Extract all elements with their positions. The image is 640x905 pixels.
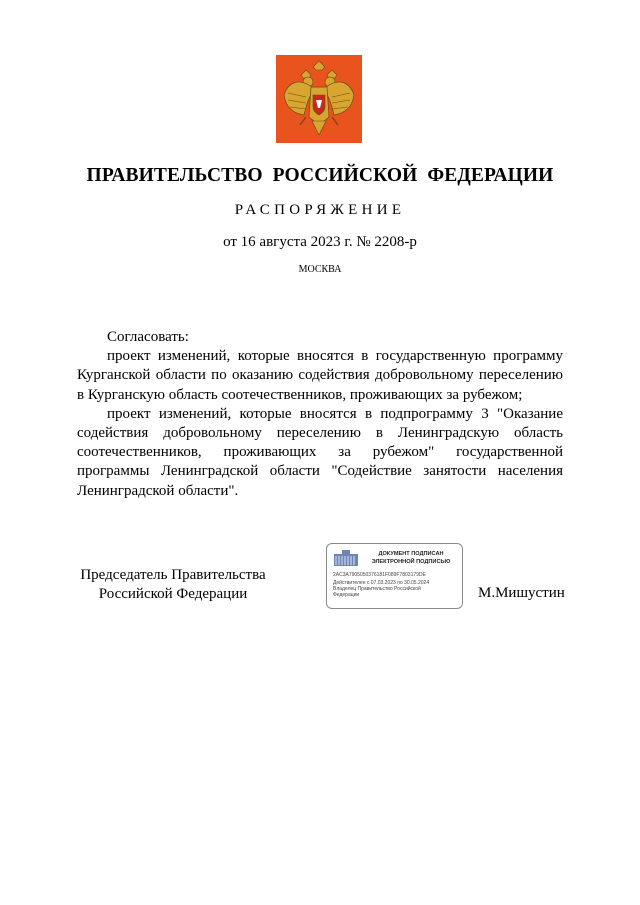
stamp-validity: Действителен с 07.03.2023 по 30.05.2024 [333,580,430,586]
body-paragraph: проект изменений, которые вносятся в государственную программу Курганской области по оказанию содействия добровольному переселению в Курганскую область соотечественников, проживающих за рубежом; [77,348,563,403]
body-paragraph: Согласовать: [107,329,189,345]
stamp-title-line: ЭЛЕКТРОННОЙ ПОДПИСЬЮ [371,558,451,565]
signer-position-line: Российской Федерации [98,586,248,602]
document-type: РАСПОРЯЖЕНИЕ [234,202,406,218]
stamp-title [363,551,459,566]
signer-position [78,566,268,604]
signer-position-line: Председатель Правительства [80,567,266,583]
stamp-owner-line: Владелец Правительство Российской [333,586,421,592]
document-date-number: от 16 августа 2023 г. № 2208-р [223,234,417,250]
government-building-icon [333,549,359,567]
document-city: МОСКВА [298,264,342,275]
stamp-certificate: 2AC3A7905050376181F089F7803179DE [333,572,426,578]
stamp-title-line: ДОКУМЕНТ ПОДПИСАН [378,551,444,557]
double-headed-eagle-icon [276,55,362,143]
document-body [77,328,563,501]
coat-of-arms-emblem [276,55,362,143]
stamp-owner-line: Федерации [333,592,360,598]
signer-name: М.Мишустин [478,585,565,601]
electronic-signature-stamp [326,543,463,609]
body-paragraph: проект изменений, которые вносятся в подпрограмму 3 "Оказание содействия добровольному переселению в Ленинградскую область соотечественников, проживающих за рубежом" государственной программы Ленинградской области "Содействие занятости населения Ленинградской области". [77,405,563,499]
government-title: ПРАВИТЕЛЬСТВО РОССИЙСКОЙ ФЕДЕРАЦИИ [86,165,554,186]
